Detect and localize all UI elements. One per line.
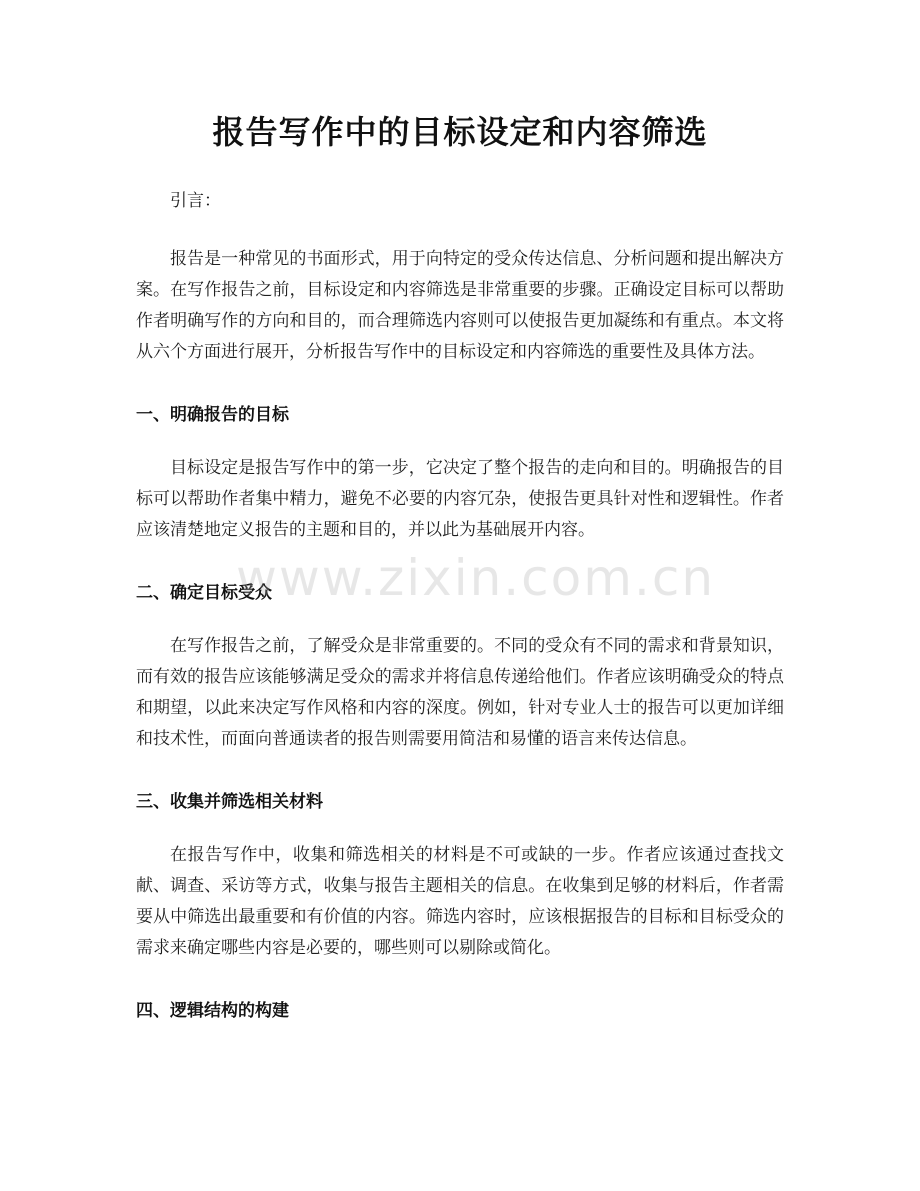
section-heading-2: 二、确定目标受众	[136, 583, 272, 603]
watermark: www.zixin.com.cn	[236, 549, 716, 607]
document-title: 报告写作中的目标设定和内容筛选	[212, 113, 708, 151]
section-body-3: 在报告写作中，收集和筛选相关的材料是不可或缺的一步。作者应该通过查找文献、调查、采访等方式，收集与报告主题相关的信息。在收集到足够的材料后，作者需要从中筛选出最重要和有价值的内容。筛选内容时，应该根据报告的目标和目标受众的需求来确定哪些内容是必要的，哪些则可以剔除或简化。	[136, 845, 784, 958]
section-body-2: 在写作报告之前，了解受众是非常重要的。不同的受众有不同的需求和背景知识，而有效的报告应该能够满足受众的需求并将信息传递给他们。作者应该明确受众的特点和期望，以此来决定写作风格和内容的深度。例如，针对专业人士的报告可以更加详细和技术性，而面向普通读者的报告则需要用简洁和易懂的语言来传达信息。	[136, 636, 784, 749]
section-heading-1: 一、明确报告的目标	[136, 405, 289, 425]
intro-paragraph: 报告是一种常见的书面形式，用于向特定的受众传达信息、分析问题和提出解决方案。在写作报告之前，目标设定和内容筛选是非常重要的步骤。正确设定目标可以帮助作者明确写作的方向和目的，而合理筛选内容则可以使报告更加凝练和有重点。本文将从六个方面进行展开，分析报告写作中的目标设定和内容筛选的重要性及具体方法。	[136, 249, 784, 362]
section-body-1: 目标设定是报告写作中的第一步，它决定了整个报告的走向和目的。明确报告的目标可以帮助作者集中精力，避免不必要的内容冗杂，使报告更具针对性和逻辑性。作者应该清楚地定义报告的主题和目的，并以此为基础展开内容。	[136, 458, 784, 540]
section-heading-3: 三、收集并筛选相关材料	[136, 792, 323, 812]
intro-label: 引言：	[170, 191, 221, 211]
document-body	[136, 180, 784, 1027]
section-heading-4: 四、逻辑结构的构建	[136, 1001, 289, 1021]
